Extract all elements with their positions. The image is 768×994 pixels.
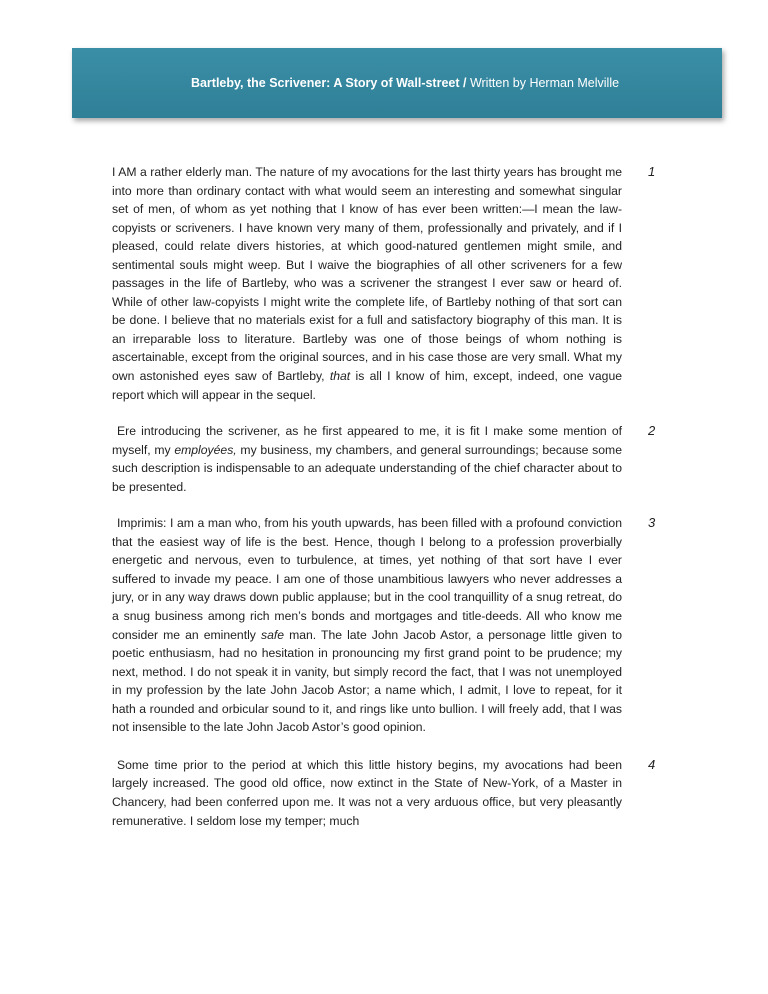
paragraph-text: I AM a rather elderly man. The nature of my avocations for the last thirty years has brought me into more than ordinary contact with what would seem an interesting and somewhat singular set of men, of whom as yet nothing that I know of has ever been written:—I mean the law-copyists or scriveners. I have known very many of them, professionally and privately, and if I pleased, could relate divers histories, at which good-natured gentlemen might smile, and sentimental souls might weep. But I waive the biographies of all other scriveners for a few passages in the life of Bartleby, who was a scrivener the strangest I ever saw or heard of. While of other law-copyists I might write the complete life, of Bartleby nothing of that sort can be done. I believe that no materials exist for a full and satisfactory biography of this man. It is an irreparable loss to literature. Bartleby was one of those beings of whom nothing is ascertainable, except from the original sources, and in his case those are very small. What my own astonished eyes saw of Bartleby,: [112, 165, 622, 384]
story-title: Bartleby, the Scrivener: A Story of Wall-street /: [190, 76, 467, 90]
paragraph-1: [112, 163, 656, 404]
document-body: [112, 163, 656, 850]
paragraph-number: 4: [648, 756, 656, 772]
paragraph-text: Ere introducing the scrivener, as he first appeared to me, it is fit I make some mention of myself, my: [112, 424, 622, 457]
paragraph-text: man. The late John Jacob Astor, a personage little given to poetic enthusiasm, had no hesitation in pronouncing my first grand point to be prudence; my next, method. I do not speak it in vanity, but simply record the fact, that I was not unemployed in my profession by the late John Jacob Astor; a name which, I admit, I love to repeat, for it hath a rounded and orbicular sound to it, and rings like unto bullion. I will freely add, that I was not insensible to the late John Jacob Astor’s good opinion.: [112, 627, 622, 735]
paragraph-text-italic: that: [329, 369, 351, 384]
paragraph-text-italic: safe: [260, 627, 285, 642]
paragraph-text: my business, my chambers, and general surroundings; because some such description is indispensable to an adequate understanding of the chief character about to be presented.: [112, 442, 622, 494]
paragraph-text: is all I know of him, except, indeed, one vague report which will appear in the sequel.: [112, 369, 622, 402]
paragraph-text: Some time prior to the period at which this little history begins, my avocations had been largely increased. The good old office, now extinct in the State of New-York, of a Master in Chancery, had been conferred upon me. It was not a very arduous office, but very pleasantly remunerative. I seldom lose my temper; much: [112, 757, 622, 828]
paragraph-text: Imprimis: I am a man who, from his youth upwards, has been filled with a profound conviction that the easiest way of life is the best. Hence, though I belong to a profession proverbially energetic and nervous, even to turbulence, at times, yet nothing of that sort have I ever suffered to invade my peace. I am one of those unambitious lawyers who never addresses a jury, or in any way draws down public applause; but in the cool tranquillity of a snug retreat, do a snug business among rich men’s bonds and mortgages and title-deeds. All who know me consider me an eminently: [112, 516, 622, 642]
paragraph-4: [112, 756, 656, 830]
paragraph-number: 2: [648, 423, 656, 439]
paragraph-text-italic: employées,: [174, 442, 237, 457]
document-header-banner: [72, 48, 722, 118]
document-title: [175, 76, 619, 90]
paragraph-2: [112, 422, 656, 496]
paragraph-number: 1: [648, 164, 656, 179]
paragraph-3: [112, 514, 656, 737]
author-credit: Written by Herman Melville: [466, 76, 620, 90]
paragraph-number: 3: [648, 515, 656, 531]
